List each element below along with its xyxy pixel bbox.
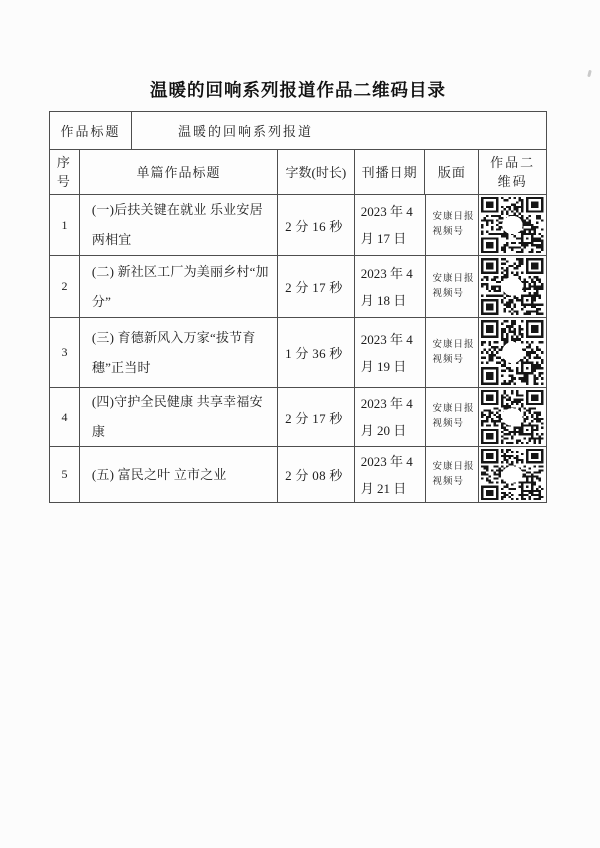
col-header-no: 序号 xyxy=(50,150,80,194)
qr-cell xyxy=(479,318,546,387)
work-title: (一)后扶关键在就业 乐业安居两相宜 xyxy=(80,195,278,255)
publish-date: 2023 年 4 月 19 日 xyxy=(355,318,426,387)
work-title: (三) 育德新风入万家“拔节育穗”正当时 xyxy=(80,318,278,387)
edition: 安康日报视频号 xyxy=(426,388,480,446)
table-row xyxy=(50,388,546,447)
publish-date: 2023 年 4 月 21 日 xyxy=(355,447,426,502)
qr-directory-table xyxy=(49,111,547,503)
work-title: (二) 新社区工厂为美丽乡村“加分” xyxy=(80,256,278,317)
col-header-edition: 版面 xyxy=(425,150,479,194)
qr-cell xyxy=(479,447,546,502)
row-number: 1 xyxy=(50,195,80,255)
qr-cell xyxy=(479,388,546,446)
work-duration: 2 分 08 秒 xyxy=(278,447,355,502)
publish-date: 2023 年 4 月 17 日 xyxy=(355,195,426,255)
col-header-qr: 作品二维码 xyxy=(490,155,536,189)
edition: 安康日报视频号 xyxy=(426,447,480,502)
qr-code-icon xyxy=(481,320,544,385)
series-title-band xyxy=(50,112,546,150)
table-row xyxy=(50,256,546,318)
work-duration: 1 分 36 秒 xyxy=(278,318,355,387)
qr-code-icon xyxy=(481,197,544,253)
qr-code-icon xyxy=(481,258,544,315)
edition: 安康日报视频号 xyxy=(426,195,480,255)
col-header-title: 单篇作品标题 xyxy=(80,150,278,194)
row-number: 2 xyxy=(50,256,80,317)
publish-date: 2023 年 4 月 20 日 xyxy=(355,388,426,446)
series-title-value: 温暖的回响系列报道 xyxy=(178,124,314,139)
table-header-row xyxy=(50,150,546,195)
row-number: 5 xyxy=(50,447,80,502)
work-title: (五) 富民之叶 立市之业 xyxy=(80,447,278,502)
table-row xyxy=(50,447,546,502)
qr-code-icon xyxy=(481,390,544,444)
qr-code-icon xyxy=(481,449,544,500)
edition: 安康日报视频号 xyxy=(426,256,480,317)
col-header-length: 字数(时长) xyxy=(278,150,355,194)
work-duration: 2 分 17 秒 xyxy=(278,388,355,446)
col-header-date: 刊播日期 xyxy=(355,150,426,194)
table-row xyxy=(50,195,546,256)
series-title-label: 作品标题 xyxy=(50,112,132,149)
row-number: 4 xyxy=(50,388,80,446)
qr-cell xyxy=(479,195,546,255)
publish-date: 2023 年 4 月 18 日 xyxy=(355,256,426,317)
work-duration: 2 分 17 秒 xyxy=(278,256,355,317)
work-title: (四)守护全民健康 共享幸福安康 xyxy=(80,388,278,446)
work-duration: 2 分 16 秒 xyxy=(278,195,355,255)
page-title: 温暖的回响系列报道作品二维码目录 xyxy=(150,80,446,100)
qr-cell xyxy=(479,256,546,317)
edition: 安康日报视频号 xyxy=(426,318,480,387)
table-row xyxy=(50,318,546,388)
row-number: 3 xyxy=(50,318,80,387)
